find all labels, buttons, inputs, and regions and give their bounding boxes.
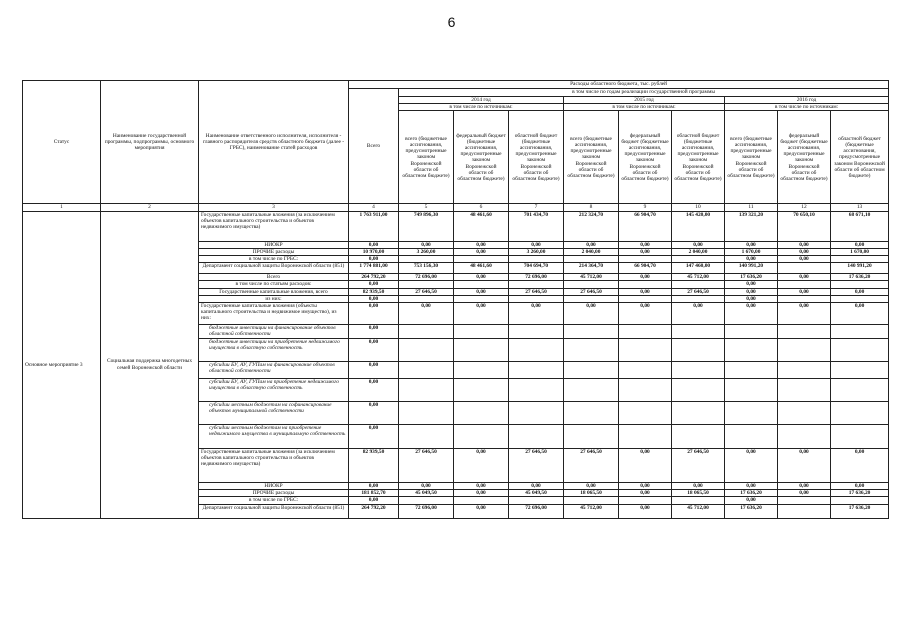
value-cell: 0,00 <box>725 241 778 248</box>
value-cell: 0,00 <box>725 281 778 288</box>
value-cell: 0,00 <box>619 449 672 483</box>
value-cell: 0,00 <box>349 256 399 263</box>
row-label: ПРОЧИЕ расходы <box>199 490 349 497</box>
value-cell <box>778 263 831 274</box>
column-number: 8 <box>564 204 619 211</box>
value-cell <box>399 497 454 504</box>
header-budget-expenses: Расходы областного бюджета, тыс. рублей <box>349 81 889 89</box>
value-cell: 27 646,50 <box>509 449 564 483</box>
value-cell: 0,00 <box>778 256 831 263</box>
value-cell <box>509 402 564 425</box>
value-cell <box>619 339 672 362</box>
row-label: субсидии БУ, АУ, ГУПам на финансирование объектов областной собственности <box>199 362 349 379</box>
column-number: 5 <box>399 204 454 211</box>
value-cell: 701 434,70 <box>509 211 564 241</box>
value-cell: 0,00 <box>399 241 454 248</box>
value-cell: 0,00 <box>349 402 399 425</box>
value-cell <box>831 379 889 402</box>
value-cell: 0,00 <box>619 483 672 490</box>
value-cell <box>619 325 672 339</box>
column-number-row <box>23 204 889 211</box>
value-cell: 214 364,70 <box>564 263 619 274</box>
value-cell <box>778 325 831 339</box>
value-cell: 147 460,00 <box>672 263 725 274</box>
column-number: 13 <box>831 204 889 211</box>
row-label: Государственные капитальные вложения (за исключением объектов капитального строительства и объектов недвижимого имущества) <box>199 449 349 483</box>
header-year-2015: 2015 год <box>564 97 725 104</box>
value-cell: 27 646,50 <box>399 449 454 483</box>
value-cell: 0,00 <box>509 241 564 248</box>
value-cell: 0,00 <box>672 303 725 325</box>
value-cell: 704 694,70 <box>509 263 564 274</box>
value-cell: 0,00 <box>454 449 509 483</box>
value-cell: 0,00 <box>672 483 725 490</box>
value-cell: 48 461,60 <box>454 211 509 241</box>
value-cell <box>564 281 619 288</box>
status-cell: Основное мероприятие 3 <box>23 211 101 518</box>
row-label: бюджетные инвестиции на приобретение недвижимого имущества в областную собственность <box>199 339 349 362</box>
value-cell: 0,00 <box>778 274 831 281</box>
value-cell: 0,00 <box>619 241 672 248</box>
value-cell: 72 696,00 <box>509 274 564 281</box>
value-cell <box>509 362 564 379</box>
value-cell: 72 696,00 <box>399 274 454 281</box>
value-cell <box>399 256 454 263</box>
column-number: 2 <box>101 204 199 211</box>
value-cell: 264 792,20 <box>349 274 399 281</box>
column-number: 9 <box>619 204 672 211</box>
value-cell <box>778 425 831 449</box>
value-cell: 0,00 <box>619 248 672 255</box>
row-label: в том числе по ГРБС: <box>199 256 349 263</box>
value-cell: 0,00 <box>778 241 831 248</box>
value-cell: 82 939,50 <box>349 449 399 483</box>
value-cell: 0,00 <box>778 490 831 497</box>
value-cell: 0,00 <box>349 295 399 302</box>
value-cell <box>509 425 564 449</box>
measure-name-cell: Социальная поддержка многодетных семей Воронежской области <box>101 211 199 518</box>
value-cell <box>454 281 509 288</box>
value-cell: 45 712,00 <box>564 504 619 518</box>
value-cell: 17 636,20 <box>831 504 889 518</box>
column-number: 6 <box>454 204 509 211</box>
value-cell: 212 324,70 <box>564 211 619 241</box>
budget-table <box>22 80 889 519</box>
value-cell <box>399 339 454 362</box>
value-cell <box>831 325 889 339</box>
value-cell: 0,00 <box>399 303 454 325</box>
value-cell: 27 646,50 <box>564 449 619 483</box>
value-cell <box>831 295 889 302</box>
value-cell: 17 636,20 <box>831 274 889 281</box>
value-cell <box>564 325 619 339</box>
value-cell: 45 712,00 <box>564 274 619 281</box>
value-cell <box>619 425 672 449</box>
value-cell <box>672 256 725 263</box>
value-cell <box>399 325 454 339</box>
value-cell: 17 636,20 <box>725 274 778 281</box>
value-cell <box>831 402 889 425</box>
value-cell: 0,00 <box>831 241 889 248</box>
value-cell <box>725 339 778 362</box>
value-cell: 749 896,30 <box>399 211 454 241</box>
value-cell <box>725 379 778 402</box>
value-cell <box>399 425 454 449</box>
column-number: 1 <box>23 204 101 211</box>
header-all-2014: всего (бюджетные ассигнования, предусмотренные законом Воронежской области об областном бюджете) <box>399 111 454 204</box>
value-cell <box>619 362 672 379</box>
header-year-2016: 2016 год <box>725 97 889 104</box>
value-cell <box>564 362 619 379</box>
value-cell <box>564 339 619 362</box>
row-label: ПРОЧИЕ расходы <box>199 248 349 255</box>
value-cell: 0,00 <box>778 248 831 255</box>
value-cell <box>454 402 509 425</box>
page-number: 6 <box>447 14 456 30</box>
value-cell: 0,00 <box>454 490 509 497</box>
value-cell: 27 646,50 <box>564 288 619 295</box>
value-cell <box>778 362 831 379</box>
value-cell <box>672 325 725 339</box>
value-cell <box>831 256 889 263</box>
row-label: из них: <box>199 295 349 302</box>
value-cell <box>619 295 672 302</box>
column-number: 7 <box>509 204 564 211</box>
value-cell <box>564 402 619 425</box>
value-cell <box>564 379 619 402</box>
value-cell: 70 650,10 <box>778 211 831 241</box>
row-label: Государственные капитальные вложения (за исключением объектов капитального строительства и объектов недвижимого имущества) <box>199 211 349 241</box>
value-cell: 82 939,50 <box>349 288 399 295</box>
value-cell: 0,00 <box>349 362 399 379</box>
header-year-2014: 2014 год <box>399 97 564 104</box>
value-cell: 1 670,00 <box>725 248 778 255</box>
header-regional-2015: областной бюджет (бюджетные ассигнования, предусмотренные законом Воронежской области об областном бюджете) <box>672 111 725 204</box>
value-cell: 0,00 <box>725 288 778 295</box>
value-cell: 27 646,50 <box>399 288 454 295</box>
row-label: бюджетные инвестиции на финансирование объектов областной собственности <box>199 325 349 339</box>
value-cell <box>778 402 831 425</box>
value-cell: 3 260,00 <box>399 248 454 255</box>
row-label: субсидии БУ, АУ, ГУПам на приобретение недвижимого имущества в областную собственность <box>199 379 349 402</box>
value-cell: 0,00 <box>725 449 778 483</box>
value-cell: 0,00 <box>564 303 619 325</box>
value-cell: 0,00 <box>349 325 399 339</box>
value-cell <box>725 402 778 425</box>
value-cell: 0,00 <box>619 490 672 497</box>
value-cell <box>672 425 725 449</box>
value-cell: 18 065,50 <box>672 490 725 497</box>
value-cell: 0,00 <box>778 483 831 490</box>
value-cell <box>509 295 564 302</box>
value-cell <box>564 295 619 302</box>
value-cell <box>778 504 831 518</box>
value-cell: 17 636,20 <box>725 490 778 497</box>
value-cell: 0,00 <box>672 241 725 248</box>
value-cell: 27 646,50 <box>509 288 564 295</box>
value-cell <box>399 402 454 425</box>
value-cell <box>619 256 672 263</box>
value-cell <box>454 425 509 449</box>
row-label: Государственные капитальные вложения (объекты капитального строительства и недвижимое имущество), из них: <box>199 303 349 325</box>
value-cell: 0,00 <box>619 274 672 281</box>
header-federal-2015: федеральный бюджет (бюджетные ассигнования, предусмотренные законом Воронежской области об областном бюджете) <box>619 111 672 204</box>
value-cell <box>619 281 672 288</box>
value-cell <box>454 295 509 302</box>
value-cell <box>831 425 889 449</box>
value-cell <box>831 362 889 379</box>
value-cell: 140 991,20 <box>725 263 778 274</box>
value-cell: 0,00 <box>831 288 889 295</box>
value-cell <box>831 281 889 288</box>
value-cell: 0,00 <box>564 241 619 248</box>
value-cell: 18 065,50 <box>564 490 619 497</box>
value-cell: 0,00 <box>831 449 889 483</box>
value-cell: 66 904,70 <box>619 263 672 274</box>
value-cell <box>454 497 509 504</box>
value-cell: 0,00 <box>778 288 831 295</box>
value-cell: 66 904,70 <box>619 211 672 241</box>
row-label: НИОКР <box>199 483 349 490</box>
value-cell: 17 636,20 <box>831 490 889 497</box>
value-cell: 0,00 <box>349 497 399 504</box>
table-row <box>23 211 889 241</box>
value-cell: 0,00 <box>619 303 672 325</box>
value-cell <box>672 339 725 362</box>
value-cell: 0,00 <box>509 303 564 325</box>
value-cell <box>672 402 725 425</box>
value-cell <box>672 497 725 504</box>
value-cell <box>399 362 454 379</box>
value-cell <box>778 295 831 302</box>
row-label: в том числе по ГРБС: <box>199 497 349 504</box>
value-cell <box>778 379 831 402</box>
header-regional-2014: областной бюджет (бюджетные ассигнования, предусмотренные законом Воронежской области об областном бюджете) <box>509 111 564 204</box>
value-cell: 0,00 <box>831 303 889 325</box>
value-cell: 0,00 <box>349 241 399 248</box>
value-cell <box>399 295 454 302</box>
value-cell <box>454 379 509 402</box>
value-cell: 2 040,00 <box>564 248 619 255</box>
value-cell <box>454 325 509 339</box>
column-number: 10 <box>672 204 725 211</box>
value-cell <box>619 497 672 504</box>
value-cell: 0,00 <box>509 483 564 490</box>
value-cell <box>564 497 619 504</box>
header-executor: Наименование ответственного исполнителя, исполнителя - главного распорядителя средств областного бюджета (далее - ГРБС), наименование статей расходов <box>199 81 349 204</box>
value-cell <box>778 339 831 362</box>
value-cell <box>725 362 778 379</box>
value-cell: 27 646,50 <box>672 449 725 483</box>
column-number: 3 <box>199 204 349 211</box>
value-cell: 1 763 911,00 <box>349 211 399 241</box>
value-cell: 0,00 <box>454 288 509 295</box>
value-cell: 0,00 <box>349 281 399 288</box>
value-cell <box>454 339 509 362</box>
value-cell: 0,00 <box>454 241 509 248</box>
row-label: Всего <box>199 274 349 281</box>
value-cell <box>509 497 564 504</box>
value-cell: 27 646,50 <box>672 288 725 295</box>
column-number: 12 <box>778 204 831 211</box>
header-all-2016: всего (бюджетные ассигнования, предусмотренные законом Воронежской области об областном бюджете) <box>725 111 778 204</box>
value-cell <box>564 256 619 263</box>
value-cell: 0,00 <box>349 303 399 325</box>
value-cell: 1 774 881,00 <box>349 263 399 274</box>
value-cell: 10 970,00 <box>349 248 399 255</box>
value-cell: 1 670,00 <box>831 248 889 255</box>
value-cell: 0,00 <box>564 483 619 490</box>
value-cell <box>831 497 889 504</box>
row-label: Департамент социальной защиты Воронежской области (851) <box>199 263 349 274</box>
value-cell <box>399 281 454 288</box>
value-cell: 45 049,50 <box>509 490 564 497</box>
header-sources-2016: в том числе по источникам: <box>725 104 889 111</box>
row-label: субсидии местным бюджетам на софинансирование объектов муниципальной собственности <box>199 402 349 425</box>
value-cell: 753 156,30 <box>399 263 454 274</box>
value-cell: 139 321,20 <box>725 211 778 241</box>
value-cell: 0,00 <box>399 483 454 490</box>
value-cell: 0,00 <box>349 483 399 490</box>
row-label: Департамент социальной защиты Воронежской области (851) <box>199 504 349 518</box>
value-cell <box>509 256 564 263</box>
value-cell: 2 040,00 <box>672 248 725 255</box>
value-cell <box>725 325 778 339</box>
header-sources-2015: в том числе по источникам: <box>564 104 725 111</box>
value-cell: 72 696,00 <box>399 504 454 518</box>
value-cell: 72 696,00 <box>509 504 564 518</box>
value-cell: 0,00 <box>725 256 778 263</box>
header-total: Всего <box>349 89 399 204</box>
value-cell <box>619 402 672 425</box>
header-federal-2014: федеральный бюджет (бюджетные ассигнования, предусмотренные законом Воронежской области об областном бюджете) <box>454 111 509 204</box>
value-cell: 0,00 <box>725 295 778 302</box>
value-cell: 0,00 <box>454 248 509 255</box>
value-cell: 140 991,20 <box>831 263 889 274</box>
value-cell: 45 049,50 <box>399 490 454 497</box>
value-cell <box>399 379 454 402</box>
header-status: Статус <box>23 81 101 204</box>
header-federal-2016: федеральный бюджет (бюджетные ассигнования, предусмотренные законом Воронежской области об областном бюджете) <box>778 111 831 204</box>
value-cell: 0,00 <box>725 497 778 504</box>
value-cell: 0,00 <box>454 504 509 518</box>
value-cell <box>509 325 564 339</box>
value-cell <box>672 379 725 402</box>
value-cell <box>831 339 889 362</box>
header-sources-2014: в том числе по источникам: <box>399 104 564 111</box>
value-cell: 17 636,20 <box>725 504 778 518</box>
column-number: 4 <box>349 204 399 211</box>
row-label: в том числе по статьям расходов: <box>199 281 349 288</box>
value-cell: 0,00 <box>454 483 509 490</box>
value-cell <box>672 295 725 302</box>
column-number: 11 <box>725 204 778 211</box>
header-by-years: в том числе по годам реализации государственной программы <box>399 89 889 97</box>
value-cell: 0,00 <box>454 303 509 325</box>
value-cell <box>454 362 509 379</box>
value-cell <box>672 362 725 379</box>
value-cell: 0,00 <box>725 303 778 325</box>
value-cell <box>778 281 831 288</box>
value-cell <box>454 256 509 263</box>
row-label: Государственные капитальные вложения, всего <box>199 288 349 295</box>
value-cell: 0,00 <box>349 425 399 449</box>
value-cell <box>509 339 564 362</box>
value-cell: 45 712,00 <box>672 504 725 518</box>
value-cell: 0,00 <box>778 303 831 325</box>
value-cell: 264 792,20 <box>349 504 399 518</box>
value-cell <box>619 379 672 402</box>
value-cell <box>725 425 778 449</box>
header-all-2015: всего (бюджетные ассигнования, предусмотренные законом Воронежской области об областном бюджете) <box>564 111 619 204</box>
value-cell: 45 712,00 <box>672 274 725 281</box>
value-cell <box>509 281 564 288</box>
header-program-name: Наименование государственной программы, подпрограммы, основного мероприятия <box>101 81 199 204</box>
value-cell <box>672 281 725 288</box>
value-cell <box>564 425 619 449</box>
value-cell <box>778 497 831 504</box>
value-cell: 68 671,10 <box>831 211 889 241</box>
header-regional-2016: областной бюджет (бюджетные ассигнования, предусмотренные законом Воронежской области об областном бюджете) <box>831 111 889 204</box>
value-cell: 0,00 <box>349 379 399 402</box>
value-cell: 145 420,00 <box>672 211 725 241</box>
value-cell: 0,00 <box>349 339 399 362</box>
value-cell: 0,00 <box>619 288 672 295</box>
value-cell: 48 461,60 <box>454 263 509 274</box>
value-cell: 0,00 <box>778 449 831 483</box>
value-cell: 0,00 <box>454 274 509 281</box>
value-cell: 0,00 <box>725 483 778 490</box>
value-cell: 181 852,70 <box>349 490 399 497</box>
row-label: субсидии местным бюджетам на приобретение недвижимого имущества в муниципальную собственность <box>199 425 349 449</box>
value-cell: 0,00 <box>831 483 889 490</box>
value-cell <box>509 379 564 402</box>
value-cell: 0,00 <box>619 504 672 518</box>
row-label: НИОКР <box>199 241 349 248</box>
value-cell: 3 260,00 <box>509 248 564 255</box>
